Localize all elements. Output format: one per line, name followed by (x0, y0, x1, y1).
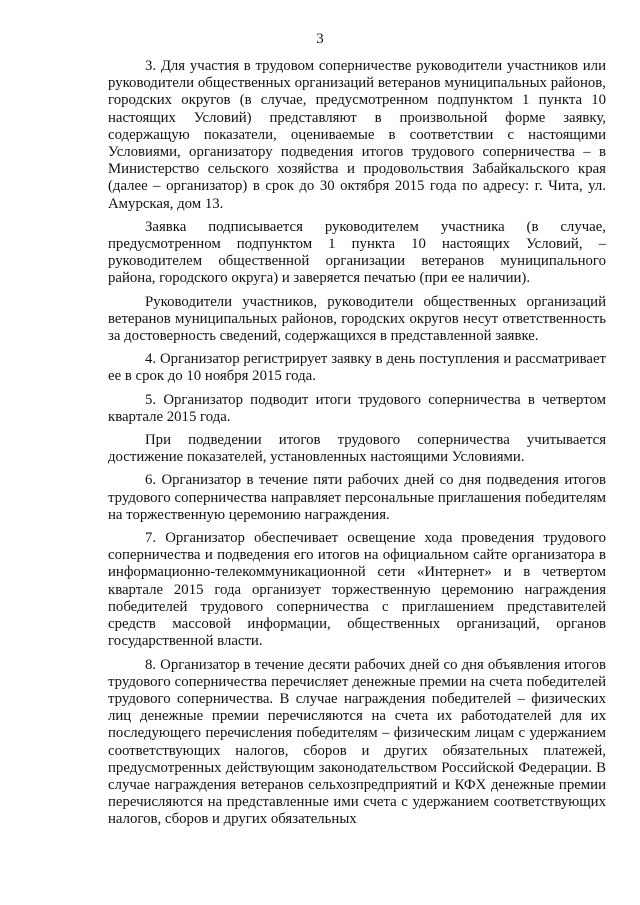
paragraph-application-signature: Заявка подписывается руководителем участника (в случае, предусмотренном подпунктом 1 пункта 10 настоящих Условий, – руководителем общественной организации ветеранов муниципального района, городского округа) и заверяется печатью (при ее наличии). (108, 218, 606, 287)
paragraph-responsibility: Руководители участников, руководители общественных организаций ветеранов муниципальных районов, городских округов несут ответственность за достоверность сведений, содержащихся в представленной заявке. (108, 293, 606, 345)
paragraph-achievement: При подведении итогов трудового соперничества учитывается достижение показателей, установленных настоящими Условиями. (108, 432, 606, 466)
page-number: 3 (316, 31, 324, 47)
paragraph-5: 5. Организатор подводит итоги трудового соперничества в четвертом квартале 2015 года. (108, 391, 606, 425)
paragraph-7: 7. Организатор обеспечивает освещение хода проведения трудового соперничества и подведения его итогов на официальном сайте организатора в информационно-телекоммуникационной сети «Интернет» и в четвертом квартале 2015 года организует торжественную церемонию награждения победителей трудового соперничества с приглашением представителей средств массовой информации, общественных организаций, органов государственной власти. (108, 530, 606, 650)
paragraph-8: 8. Организатор в течение десяти рабочих дней со дня объявления итогов трудового соперничества перечисляет денежные премии на счета победителей трудового соперничества. В случае награждения победителей – физических лиц денежные премии перечисляются на счета их работодателей для их последующего перечисления победителям – физическим лицам с удержанием соответствующих налогов, сборов и других обязательных платежей, предусмотренных действующим законодательством Российской Федерации. В случае награждения ветеранов сельхозпредприятий и КФХ денежные премии перечисляются на представленные ими счета с удержанием соответствующих налогов, сборов и других обязательных (108, 656, 606, 828)
paragraph-4: 4. Организатор регистрирует заявку в день поступления и рассматривает ее в срок до 10 ноября 2015 года. (108, 351, 606, 385)
paragraph-3: 3. Для участия в трудовом соперничестве руководители участников или руководители общественных организаций ветеранов муниципальных районов, городских округов (в случае, предусмотренном подпунктом 1 пункта 10 настоящих Условий) представляют в произвольной форме заявку, содержащую показатели, оцениваемые в соответствии с настоящими Условиями, организатору подведения итогов трудового соперничества – в Министерство сельского хозяйства и продовольствия Забайкальского края (далее – организатор) в срок до 30 октября 2015 года по адресу: г. Чита, ул. Амурская, дом 13. (108, 58, 606, 212)
document-body (108, 58, 606, 835)
paragraph-6: 6. Организатор в течение пяти рабочих дней со дня подведения итогов трудового соперничества направляет персональные приглашения победителям на торжественную церемонию награждения. (108, 472, 606, 523)
